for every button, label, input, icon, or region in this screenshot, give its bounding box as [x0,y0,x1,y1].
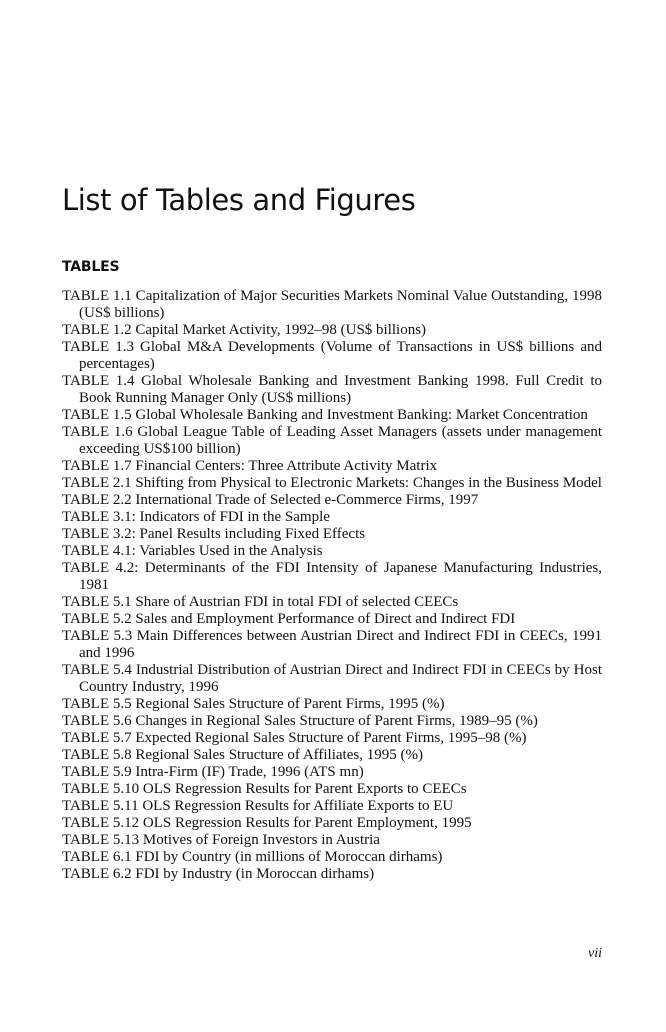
table-entry: TABLE 3.2: Panel Results including Fixed Effects [62,526,366,542]
table-entry: TABLE 1.3 Global M&A Developments (Volume of Transactions in US$ billions and percentages) [62,339,602,372]
table-entry: TABLE 5.13 Motives of Foreign Investors in Austria [62,832,380,848]
table-entry: TABLE 2.1 Shifting from Physical to Electronic Markets: Changes in the Business Model [62,475,602,491]
table-entry: TABLE 2.2 International Trade of Selected e-Commerce Firms, 1997 [62,492,479,508]
table-entry: TABLE 5.7 Expected Regional Sales Structure of Parent Firms, 1995–98 (%) [62,730,527,746]
table-entry: TABLE 1.4 Global Wholesale Banking and Investment Banking 1998. Full Credit to Book Running Manager Only (US$ millions) [62,373,602,406]
table-entry: TABLE 5.3 Main Differences between Austrian Direct and Indirect FDI in CEECs, 1991 and 1996 [62,628,602,661]
tables-list [62,288,602,883]
table-entry: TABLE 1.1 Capitalization of Major Securities Markets Nominal Value Outstanding, 1998 (US$ billions) [62,288,602,321]
table-entry: TABLE 5.10 OLS Regression Results for Parent Exports to CEECs [62,781,467,797]
table-entry: TABLE 3.1: Indicators of FDI in the Sample [62,509,330,525]
table-entry: TABLE 5.8 Regional Sales Structure of Affiliates, 1995 (%) [62,747,423,763]
table-entry: TABLE 5.2 Sales and Employment Performance of Direct and Indirect FDI [62,611,516,627]
table-entry: TABLE 1.6 Global League Table of Leading Asset Managers (assets under management exceeding US$100 billion) [62,424,602,457]
table-entry: TABLE 5.5 Regional Sales Structure of Parent Firms, 1995 (%) [62,696,445,712]
table-entry: TABLE 5.4 Industrial Distribution of Austrian Direct and Indirect FDI in CEECs by Host Country Industry, 1996 [62,662,602,695]
table-entry: TABLE 5.12 OLS Regression Results for Parent Employment, 1995 [62,815,472,831]
table-entry: TABLE 4.1: Variables Used in the Analysis [62,543,323,559]
table-entry: TABLE 1.7 Financial Centers: Three Attribute Activity Matrix [62,458,438,474]
table-entry: TABLE 5.6 Changes in Regional Sales Structure of Parent Firms, 1989–95 (%) [62,713,538,729]
section-heading-tables: TABLES [62,259,120,275]
page-number: vii [588,946,602,961]
table-entry: TABLE 1.2 Capital Market Activity, 1992–98 (US$ billions) [62,322,427,338]
table-entry: TABLE 1.5 Global Wholesale Banking and Investment Banking: Market Concentration [62,407,588,423]
table-entry: TABLE 5.11 OLS Regression Results for Affiliate Exports to EU [62,798,454,814]
table-entry: TABLE 4.2: Determinants of the FDI Intensity of Japanese Manufacturing Industries, 1981 [62,560,602,593]
table-entry: TABLE 5.9 Intra-Firm (IF) Trade, 1996 (ATS mn) [62,764,364,780]
page-title: List of Tables and Figures [62,183,416,217]
table-entry: TABLE 6.1 FDI by Country (in millions of Moroccan dirhams) [62,849,443,865]
table-entry: TABLE 5.1 Share of Austrian FDI in total FDI of selected CEECs [62,594,459,610]
table-entry: TABLE 6.2 FDI by Industry (in Moroccan dirhams) [62,866,375,882]
